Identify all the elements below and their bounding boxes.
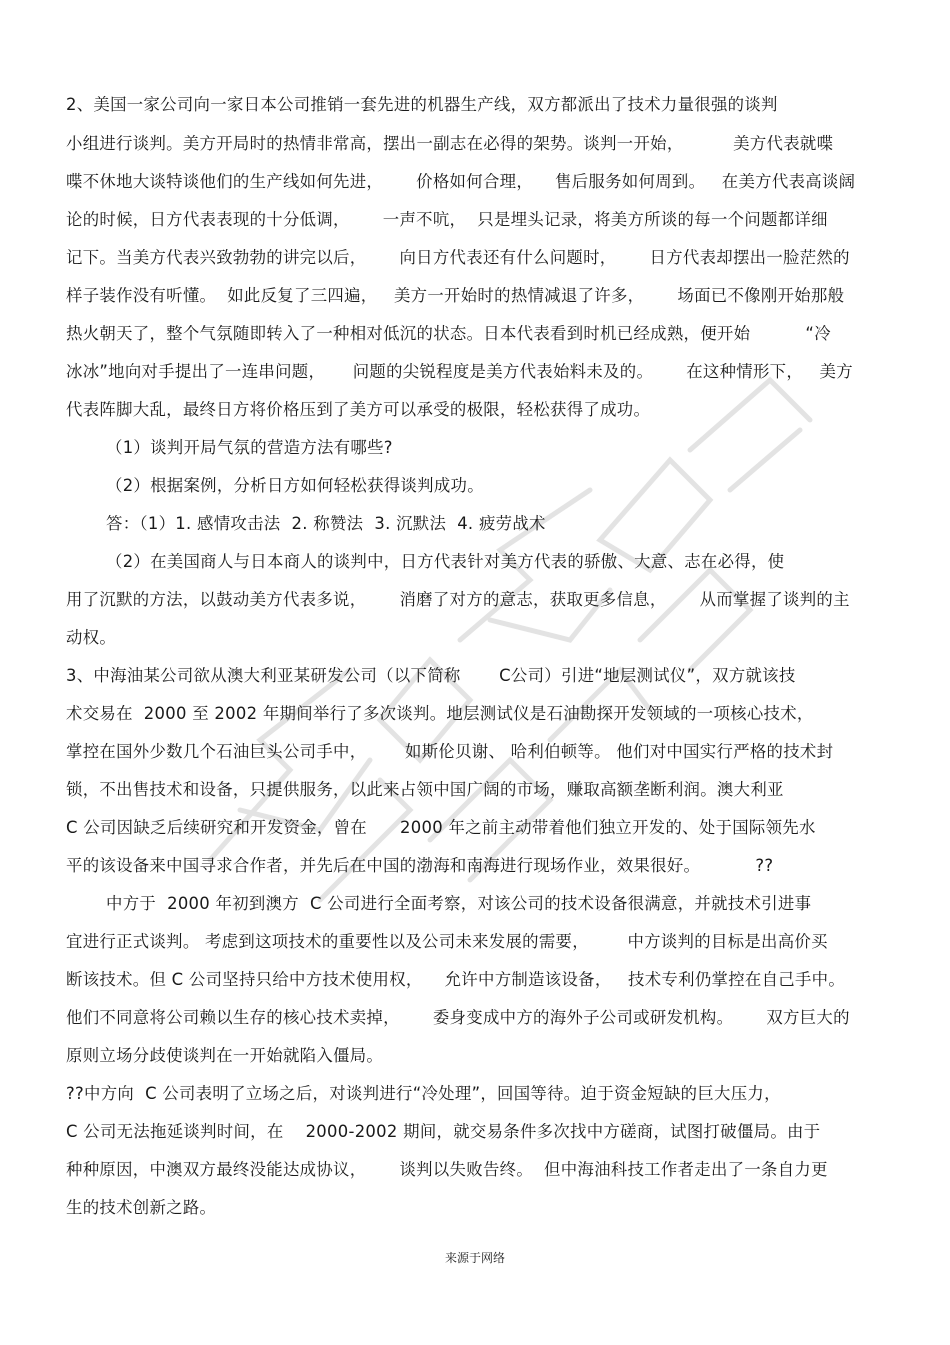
question-2: （2）根据案例，分析日方如何轻松获得谈判成功。	[106, 476, 484, 495]
text-line: 中方于 2000 年初到澳方 C 公司进行全面考察，对该公司的技术设备很满意，并就技术引进事	[106, 894, 812, 913]
text-line: 记下。当美方代表兴致勃勃的讲完以后， 向日方代表还有什么问题时， 日方代表却摆出一脸茫然的	[66, 248, 850, 267]
text-line: 论的时候，日方代表表现的十分低调， 一声不吭， 只是埋头记录，将美方所谈的每一个问题都详细	[66, 210, 828, 229]
text-line: 3、中海油某公司欲从澳大利亚某研发公司（以下简称 C公司）引进“地层测试仪”，双方就该技	[66, 666, 796, 685]
text-line: 生的技术创新之路。	[66, 1198, 217, 1217]
text-line: 锁，不出售技术和设备，只提供服务，以此来占领中国广阔的市场，赚取高额垄断利润。澳大利亚	[66, 780, 784, 799]
text-line: 断该技术。但 C 公司坚持只给中方技术使用权， 允许中方制造该设备， 技术专利仍掌控在自己手中。	[66, 970, 846, 989]
answer-1: 答：（1）1. 感情攻击法 2. 称赞法 3. 沉默法 4. 疲劳战术	[106, 514, 546, 533]
text-line: 平的该设备来中国寻求合作者，并先后在中国的渤海和南海进行现场作业，效果很好。 ??	[66, 856, 774, 875]
text-line: 原则立场分歧使谈判在一开始就陷入僵局。	[66, 1046, 384, 1065]
question-1: （1）谈判开局气氛的营造方法有哪些?	[106, 438, 393, 457]
text-line: 样子装作没有听懂。 如此反复了三四遍， 美方一开始时的热情减退了许多， 场面已不像刚开始那般	[66, 286, 845, 305]
page-footer: 来源于网络	[444, 1251, 505, 1265]
text-line: 掌控在国外少数几个石油巨头公司手中， 如斯伦贝谢、 哈利伯顿等。 他们对中国实行严格的技术封	[66, 742, 834, 761]
text-line: C 公司因缺乏后续研究和开发资金，曾在 2000 年之前主动带着他们独立开发的、处于国际领先水	[66, 818, 816, 837]
text-line: 代表阵脚大乱，最终日方将价格压到了美方可以承受的极限，轻松获得了成功。	[66, 400, 651, 419]
text-line: 喋不休地大谈特谈他们的生产线如何先进， 价格如何合理， 售后服务如何周到。 在美方代表高谈阔	[66, 172, 856, 191]
text-line: 2、美国一家公司向一家日本公司推销一套先进的机器生产线，双方都派出了技术力量很强的谈判	[66, 95, 778, 114]
text-line: 动权。	[66, 628, 117, 647]
text-line: 种种原因，中澳双方最终没能达成协议， 谈判以失败告终。 但中海油科技工作者走出了一条自力更	[66, 1160, 828, 1179]
text-line: 热火朝天了，整个气氛随即转入了一种相对低沉的状态。日本代表看到时机已经成熟，便开始 “冷	[66, 324, 831, 343]
text-line: 冰冰”地向对手提出了一连串问题， 问题的尖锐程度是美方代表始料未及的。 在这种情形下， 美方	[66, 362, 853, 381]
text-line: 小组进行谈判。美方开局时的热情非常高，摆出一副志在必得的架势。谈判一开始， 美方代表就喋	[66, 134, 834, 153]
text-line: ??中方向 C 公司表明了立场之后，对谈判进行“冷处理”，回国等待。迫于资金短缺的巨大压力，	[66, 1084, 781, 1103]
text-line: 宜进行正式谈判。 考虑到这项技术的重要性以及公司未来发展的需要， 中方谈判的目标是出高价买	[66, 932, 828, 951]
text-line: 他们不同意将公司赖以生存的核心技术卖掉， 委身变成中方的海外子公司或研发机构。 双方巨大的	[66, 1008, 850, 1027]
text-line: 用了沉默的方法，以鼓动美方代表多说， 消磨了对方的意志，获取更多信息， 从而掌握了谈判的主	[66, 590, 850, 609]
text-line: 术交易在 2000 至 2002 年期间举行了多次谈判。地层测试仪是石油勘探开发领域的一项核心技术，	[66, 704, 814, 723]
text-line: C 公司无法拖延谈判时间，在 2000-2002 期间，就交易条件多次找中方磋商，试图打破僵局。由于	[66, 1122, 821, 1141]
answer-2: （2）在美国商人与日本商人的谈判中，日方代表针对美方代表的骄傲、大意、志在必得，使	[106, 552, 785, 571]
